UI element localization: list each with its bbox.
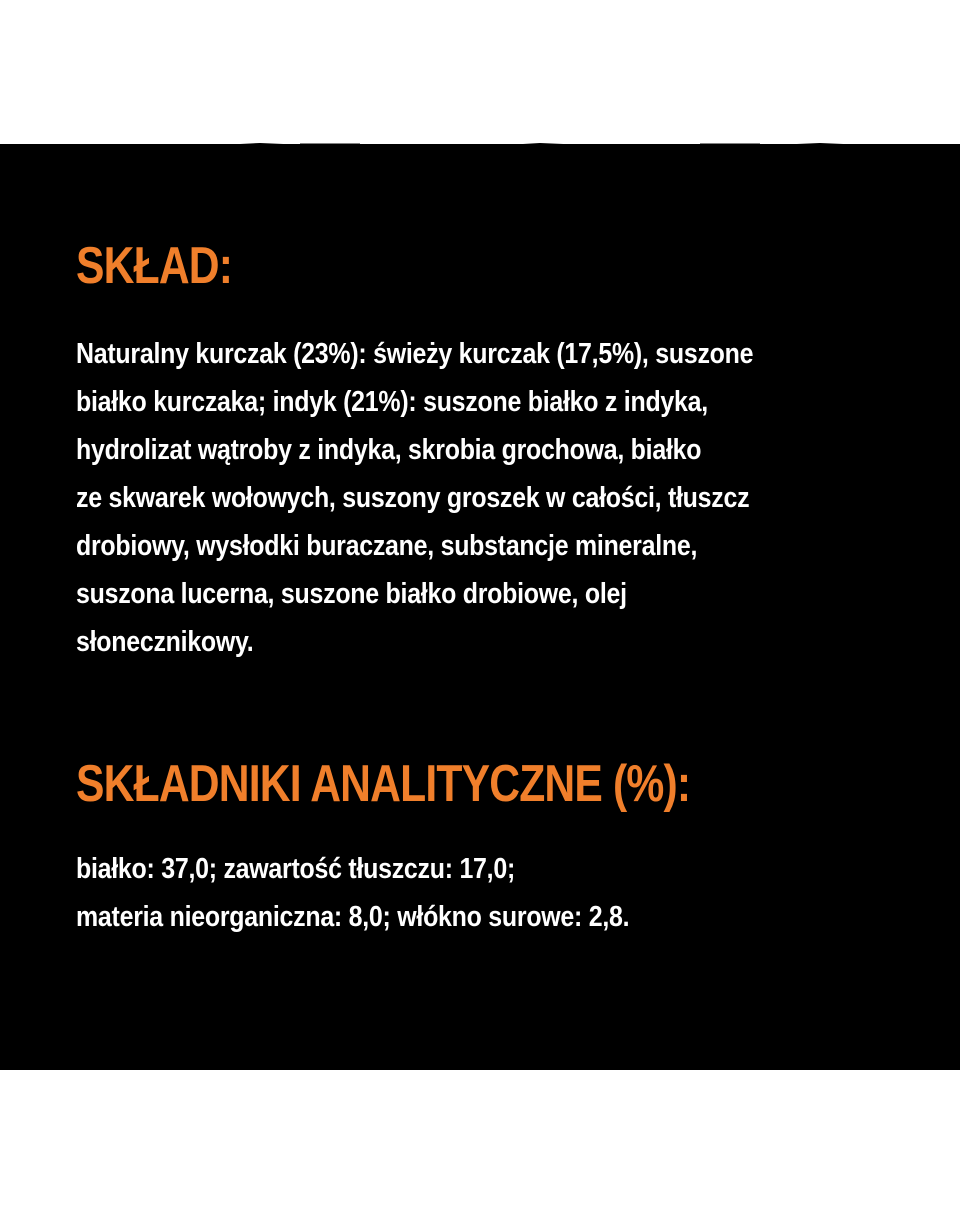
ingredients-line: hydrolizat wątroby z indyka, skrobia grochowa, białko — [76, 434, 702, 466]
ingredients-line: słonecznikowy. — [76, 626, 254, 658]
ingredients-line: Naturalny kurczak (23%): świeży kurczak (17,5%), suszone — [76, 338, 754, 370]
ingredients-line: białko kurczaka; indyk (21%): suszone białko z indyka, — [76, 386, 708, 418]
ingredients-line: suszona lucerna, suszone białko drobiowe, olej — [76, 578, 627, 610]
panel-bottom-edge — [0, 1056, 960, 1072]
analytical-line: białko: 37,0; zawartość tłuszczu: 17,0; — [76, 853, 516, 885]
composition-heading: SKŁAD: — [76, 237, 233, 295]
ingredients-text — [76, 330, 936, 666]
ingredients-line: ze skwarek wołowych, suszony groszek w całości, tłuszcz — [76, 482, 750, 514]
analytical-heading: SKŁADNIKI ANALITYCZNE (%): — [76, 755, 691, 813]
ingredients-line: drobiowy, wysłodki buraczane, substancje mineralne, — [76, 530, 698, 562]
analytical-line: materia nieorganiczna: 8,0; włókno surowe: 2,8. — [76, 901, 630, 933]
analytical-text — [76, 845, 936, 941]
